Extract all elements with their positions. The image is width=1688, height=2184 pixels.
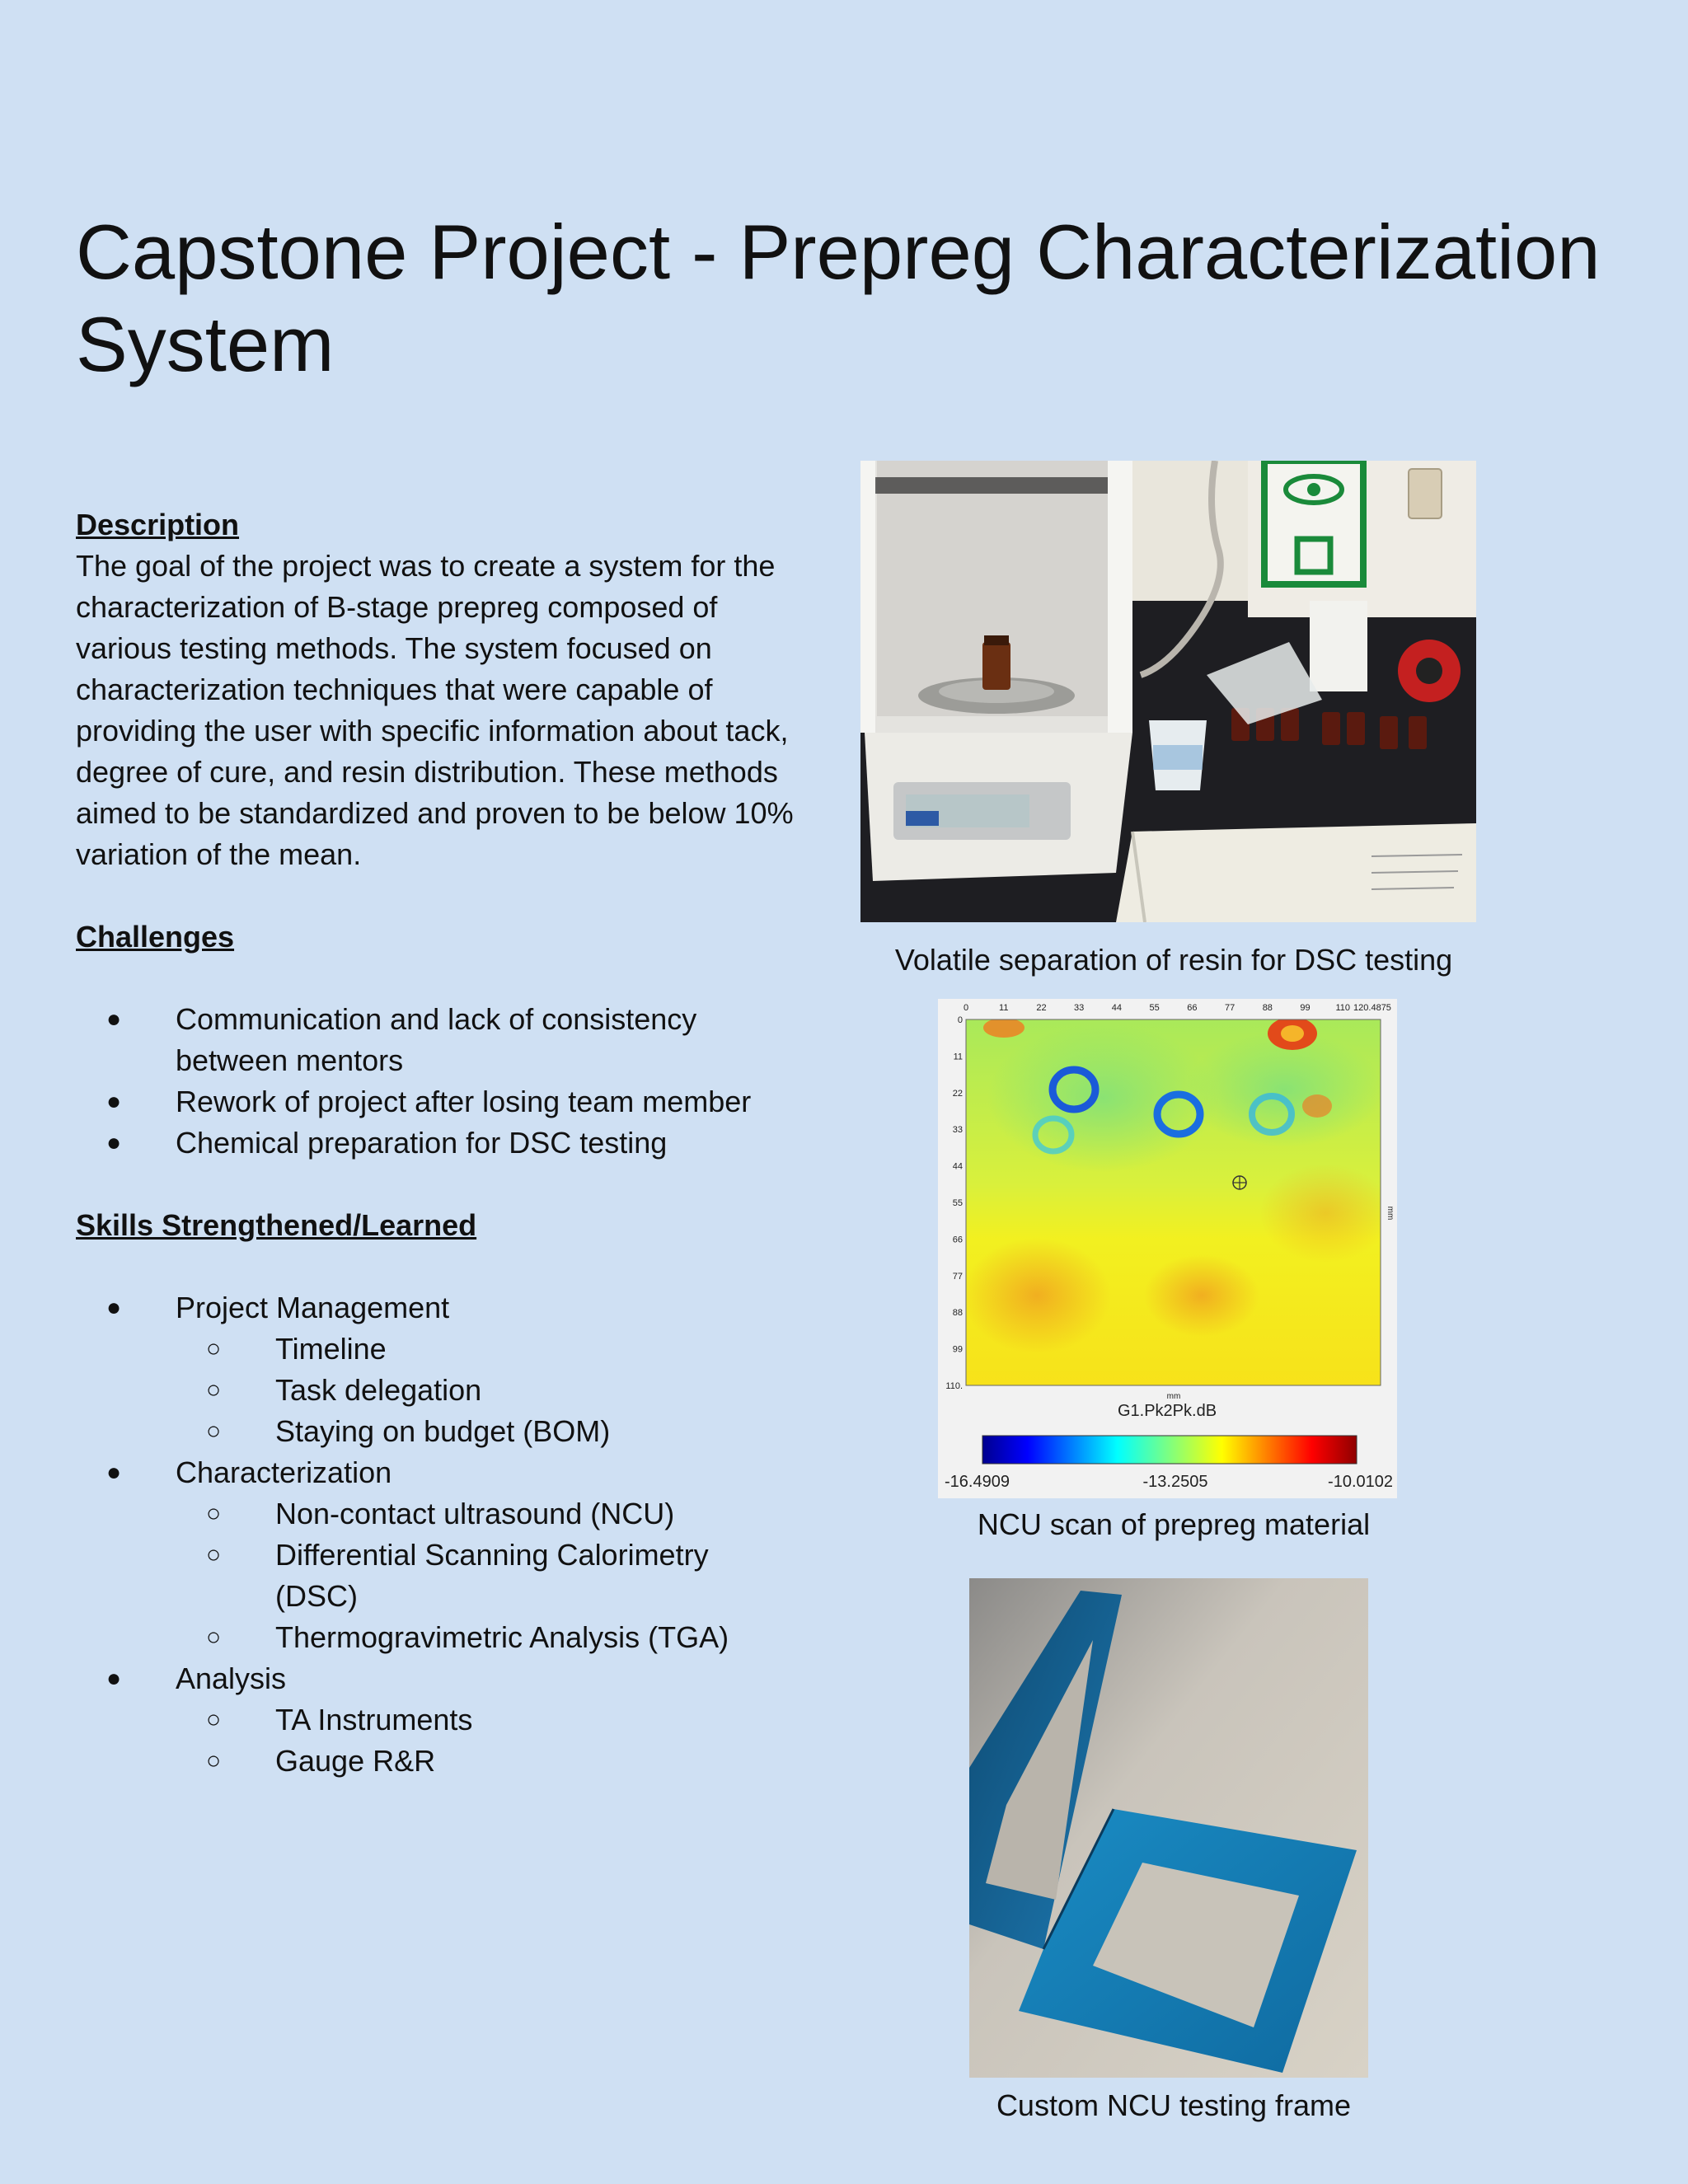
hollow-bullet-icon: ○	[206, 1418, 222, 1445]
x-tick-label: 22	[1036, 1003, 1047, 1013]
x-tick-label: 99	[1300, 1003, 1311, 1013]
challenge-text: Rework of project after losing team member	[176, 1085, 752, 1118]
x-tick-label: 55	[1149, 1003, 1160, 1013]
sub-list-item	[176, 1493, 801, 1535]
skills-heading: Skills Strengthened/Learned	[76, 1208, 477, 1242]
x-tick-label: 120.4875	[1353, 1003, 1391, 1013]
lab-balance-photo	[860, 461, 1476, 922]
sub-skill-text: Gauge R&R	[275, 1744, 436, 1778]
list-item	[76, 1122, 801, 1164]
sub-list-item	[176, 1535, 801, 1617]
sub-skill-text: Differential Scanning Calorimetry (DSC)	[275, 1538, 709, 1613]
x-axis-unit: mm	[1166, 1392, 1181, 1401]
x-tick-label: 44	[1111, 1003, 1123, 1013]
y-tick-label: 66	[952, 1235, 963, 1245]
sub-list-item	[176, 1741, 801, 1782]
sub-list	[176, 1493, 801, 1658]
y-tick-label: 88	[952, 1308, 963, 1319]
x-tick-label: 88	[1262, 1003, 1273, 1013]
sub-list-item	[176, 1617, 801, 1658]
y-tick-label: 110.	[945, 1381, 963, 1391]
lab-balance-illustration	[860, 461, 1476, 922]
bullet-icon: ●	[106, 1129, 122, 1156]
ncu-scan-heatmap	[938, 999, 1397, 1498]
sub-skill-text: Timeline	[275, 1332, 387, 1366]
y-axis-unit: mm	[1386, 1206, 1395, 1221]
y-tick-label: 99	[952, 1344, 963, 1355]
challenge-text: Communication and lack of consistency between mentors	[176, 1002, 697, 1077]
sub-list-item	[176, 1370, 801, 1411]
x-tick-label: 11	[999, 1003, 1009, 1013]
colorbar-mid-label: -13.2505	[1142, 1473, 1208, 1491]
skill-text: Analysis	[176, 1661, 287, 1695]
skills-list	[76, 1287, 801, 1782]
x-tick-label: 110	[1335, 1003, 1351, 1013]
bullet-icon: ●	[106, 1665, 122, 1692]
hollow-bullet-icon: ○	[206, 1747, 222, 1774]
sub-skill-text: Non-contact ultrasound (NCU)	[275, 1497, 675, 1530]
channel-label: G1.Pk2Pk.dB	[1117, 1402, 1217, 1420]
y-tick-label: 77	[952, 1271, 963, 1282]
y-tick-label: 11	[953, 1052, 963, 1062]
hollow-bullet-icon: ○	[206, 1376, 222, 1404]
y-tick-label: 0	[957, 1015, 963, 1025]
hollow-bullet-icon: ○	[206, 1541, 222, 1568]
skill-text: Characterization	[176, 1455, 392, 1489]
colorbar	[982, 1436, 1357, 1464]
skill-text: Project Management	[176, 1291, 450, 1324]
sub-list-item	[176, 1329, 801, 1370]
hollow-bullet-icon: ○	[206, 1706, 222, 1733]
sub-list-item	[176, 1699, 801, 1741]
photo3-caption: Custom NCU testing frame	[996, 2088, 1352, 2122]
description-text: The goal of the project was to create a system for the characterization of B-stage prepreg composed of various testing methods. The system focused on characterization techniques that were capable of providing the user with specific information about tack, degree of cure, and resin distribution. These methods aimed to be standardized and proven to be below 10% variation of the mean.	[76, 549, 794, 871]
y-tick-label: 22	[952, 1088, 963, 1099]
colorbar-max-label: -10.0102	[1328, 1473, 1393, 1491]
x-tick-label: 66	[1187, 1003, 1198, 1013]
y-tick-label: 44	[952, 1161, 963, 1172]
list-item	[76, 1081, 801, 1122]
list-item	[76, 1452, 801, 1658]
bullet-icon: ●	[106, 1294, 122, 1321]
sub-list	[176, 1699, 801, 1782]
description-heading: Description	[76, 508, 240, 541]
bullet-icon: ●	[106, 1005, 122, 1033]
list-item	[76, 1658, 801, 1782]
ncu-frame-illustration	[969, 1578, 1368, 2078]
y-tick-label: 33	[952, 1125, 963, 1136]
list-item	[76, 1287, 801, 1452]
challenge-text: Chemical preparation for DSC testing	[176, 1126, 668, 1160]
photo1-caption: Volatile separation of resin for DSC testing	[894, 943, 1453, 977]
sub-skill-text: TA Instruments	[275, 1703, 473, 1736]
sub-list-item	[176, 1411, 801, 1452]
bullet-icon: ●	[106, 1459, 122, 1486]
x-tick-label: 33	[1074, 1003, 1085, 1013]
challenges-list	[76, 999, 801, 1164]
challenges-heading: Challenges	[76, 920, 235, 954]
sub-skill-text: Task delegation	[275, 1373, 482, 1407]
hollow-bullet-icon: ○	[206, 1624, 222, 1651]
y-tick-label: 55	[952, 1198, 963, 1208]
left-column	[76, 504, 801, 1782]
sub-skill-text: Staying on budget (BOM)	[275, 1414, 611, 1448]
hollow-bullet-icon: ○	[206, 1500, 222, 1527]
page-title: Capstone Project - Prepreg Characterization System	[76, 209, 1601, 387]
sub-skill-text: Thermogravimetric Analysis (TGA)	[275, 1620, 729, 1654]
bullet-icon: ●	[106, 1088, 122, 1115]
ncu-frame-photo	[969, 1578, 1368, 2078]
sub-list	[176, 1329, 801, 1452]
scan-caption: NCU scan of prepreg material	[977, 1507, 1371, 1541]
hollow-bullet-icon: ○	[206, 1335, 222, 1362]
x-tick-label: 0	[963, 1003, 969, 1013]
x-tick-label: 77	[1224, 1003, 1236, 1013]
colorbar-min-label: -16.4909	[945, 1473, 1010, 1491]
ncu-scan-figure	[938, 999, 1397, 1498]
list-item	[76, 999, 801, 1081]
